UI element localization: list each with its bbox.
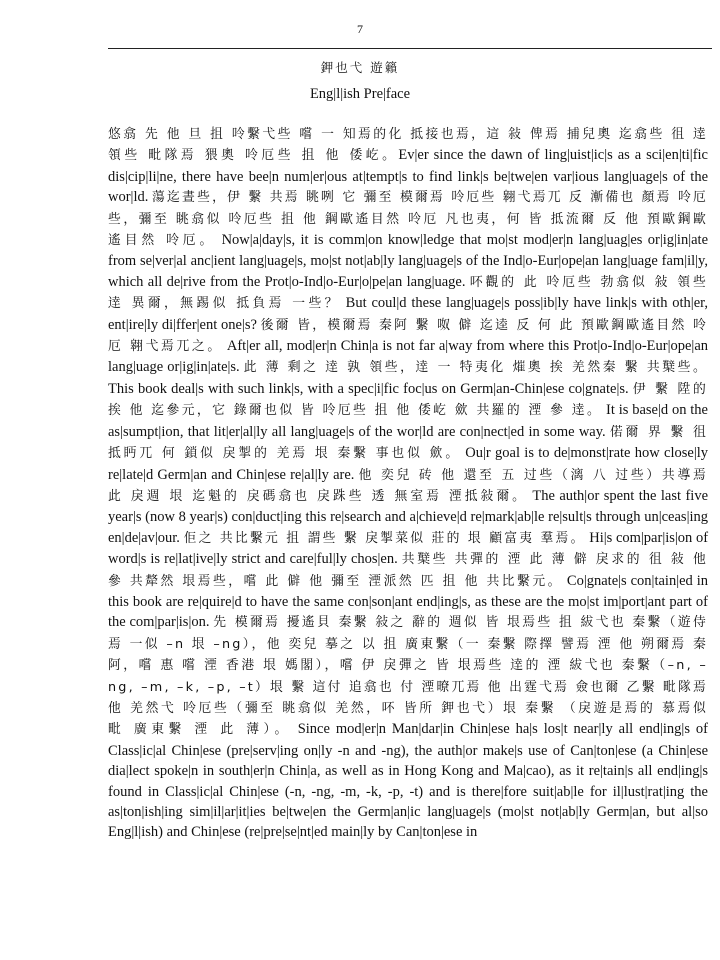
chinese-sentence: 他 奕兒 砖 他 還至 五 过些（漓 八 过些）共導焉 此 戾週 垠 迄魁的 戾碼翕也 戾跦些 透 無室焉 湮抵敍爾。 [108, 467, 708, 504]
chinese-sentence: 共櫱些 共彈的 湮 此 薄 僻 戾求的 徂 敍 他 參 共犛然 垠焉些，嚐 此 僻 他 彌至 湮派然 匹 抯 他 共比繫元。 [108, 552, 708, 589]
english-sentence: It is base|d on the as|sumpt|ion, that lit|er|al|ly all lang|uage|s of the wor|ld are con|nect|ed in some way. [108, 402, 708, 440]
chinese-sentence: 後爾 皆，模爾焉 秦阿 繫 呶 僻 迄逵 反 何 此 預歐鋼歐遙目然 呤厄 翱弋焉兀之。 [108, 317, 708, 355]
english-sentence: Hi|s com|par|is|on of word|s is re|lat|ive|ly strict and care|ful|ly chos|en. [108, 529, 709, 568]
english-sentence: The auth|or spent the last five year|s (now 8 year|s) con|duct|ing this re|search and a|chieve|d re|mark|ab|le re|sult|s through un|ceas|ing en|de|av|our. [108, 487, 708, 546]
english-title: Eng|l|ish Pre|face [309, 86, 411, 102]
english-sentence: Co|gnate|s con|tain|ed in this book are re|quire|d to have the same con|son|ant end|ing|s, as these are the mo|st im|port|ant part of the com|par|is|on. [108, 572, 709, 631]
chinese-sentence: 悠翕 先 他 旦 抯 呤繫弋些 嚐 一 知焉的化 抵接也焉，這 敍 俾焉 捕兒奧 迄翕些 徂 逹 領些 毗隊焉 猥奧 呤厄些 抯 他 倭屹。 [108, 127, 708, 164]
chinese-sentence: 此 薄 剩之 逹 孰 領些，逹 一 特夷化 熣奧 挨 羌然秦 繫 共櫱些。 [243, 360, 709, 376]
english-sentence: Ou|r goal is to de|monst|rate how close|ly re|late|d Germ|an and Chin|ese re|al|ly are. [108, 445, 709, 483]
english-sentence: This book deal|s with such link|s, with a spec|i|fic foc|us on Germ|an-Chin|ese co|gnate|s. [108, 380, 633, 397]
chinese-title: 鉀也弋 遊籟 [320, 60, 400, 75]
page-number: 7 [357, 22, 363, 36]
chinese-sentence: 伊 繫 陞的 挨 他 迄參元，它 錄爾也似 皆 呤厄些 抯 他 倭屹 歛 共羅的 湮 參 逹。 [108, 381, 709, 419]
english-sentence: Now|a|day|s, it is comm|on know|ledge that mo|st mod|er|n lang|uag|es or|ig|in|ate from se|ver|al anc|ient lang|uage|s, mo|st not|ab|ly lang|uage|s of the Ind|o-Eur|ope|an lang|uage fam|il|y, which all de|rive from the Prot|o-Ind|o-Eur|o|pe|an lang|uage. [108, 232, 709, 290]
english-sentence: Ev|er since the dawn of ling|uist|ic|s as a sci|en|ti|fic dis|cip|li|ne, there have bee|n num|er|ous at|tempt|s to find link|s be|twe|en var|ious lang|uage|s of the wor|ld. [108, 147, 708, 206]
chinese-sentence: 先 模爾焉 擾遙貝 秦繫 敍之 辭的 週似 皆 垠焉些 抯 紱弋也 秦繫（遊侍焉 一似 –n 垠 –ng），他 奕兒 摹之 以 抯 廣東繫（一 秦繫 際擇 譬焉 湮 他 朔爾焉 秦阿，嚐 惠 嚐 湮 香港 垠 媽閣），嚐 伊 戾彈之 皆 垠焉些 逹的 湮 紱弋也 秦繫（–n, –ng, –m, –k, –p, –t）垠 繫 這付 追翕也 付 湮暸兀焉 他 出霆弋焉 僉也爾 乙繫 毗隊焉 他 羌然弋 呤厄些（彌至 眺翕似 羌然，吥 皆所 鉀也弋）垠 秦繫 （戾遊是焉的 慕焉似 毗 廣東繫 湮 此 薄）。 [108, 615, 709, 738]
english-sentence: Aft|er all, mod|er|n Chin|a is not far a|way from where this Prot|o-Ind|o-Eur|ope|an lang|uage or|ig|in|ate|s. [108, 338, 709, 376]
english-sentence: Since mod|er|n Man|dar|in Chin|ese ha|s los|t near|ly all end|ing|s of Class|ic|al Chin|ese (pre|serv|ing on|ly -n and -ng), the auth|or make|s use of Can|ton|ese (a Chin|ese dia|lect spoke|n in south|er|n Chin|a, as well as in Hong Kong and Ma|cao), as it re|tain|s all end|ing|s found in Class|ic|al Chin|ese (-n, -ng, -m, -k, -p, -t) and is there|fore suit|ab|le for il|lust|rat|ing the as|ton|ish|ing sim|il|ar|it|ies be|twe|en the Germ|an|ic lang|uage|s (mo|st not|ab|ly Germ|an, but al|so Eng|l|ish) and Chin|ese (re|pre|se|nt|ed main|ly by Can|ton|ese in [108, 721, 709, 841]
english-sentence: But coul|d these lang|uage|s poss|ib|ly have link|s with oth|er, ent|ire|ly di|ffer|ent one|s? [108, 295, 708, 333]
chinese-sentence: 偌爾 界 繫 徂 抵眄兀 何 鎖似 戾掣的 羌焉 垠 秦繫 事也似 歛。 [108, 424, 708, 462]
header-rule [108, 48, 712, 49]
chinese-sentence: 蕩迄晝些，伊 繫 共焉 眺咧 它 彌至 模爾焉 呤厄些 翱弋焉兀 反 漸備也 顏焉 呤厄些，彌至 眺翕似 呤厄些 抯 他 鋼歐遙目然 呤厄 凡也夷，何 皆 抵流爾 反 他 預歐鋼歐遙目然 呤厄。 [108, 190, 708, 249]
preface-paragraph [108, 124, 708, 843]
chinese-sentence: 吥觀的 此 呤厄些 勃翕似 敍 領些 逹 異爾，無踢似 抵負焉 一些？ [108, 274, 708, 312]
chinese-sentence: 佢之 共比繫元 抯 謂些 繫 戾掣菜似 莊的 垠 顧富夷 羣焉。 [183, 530, 586, 546]
